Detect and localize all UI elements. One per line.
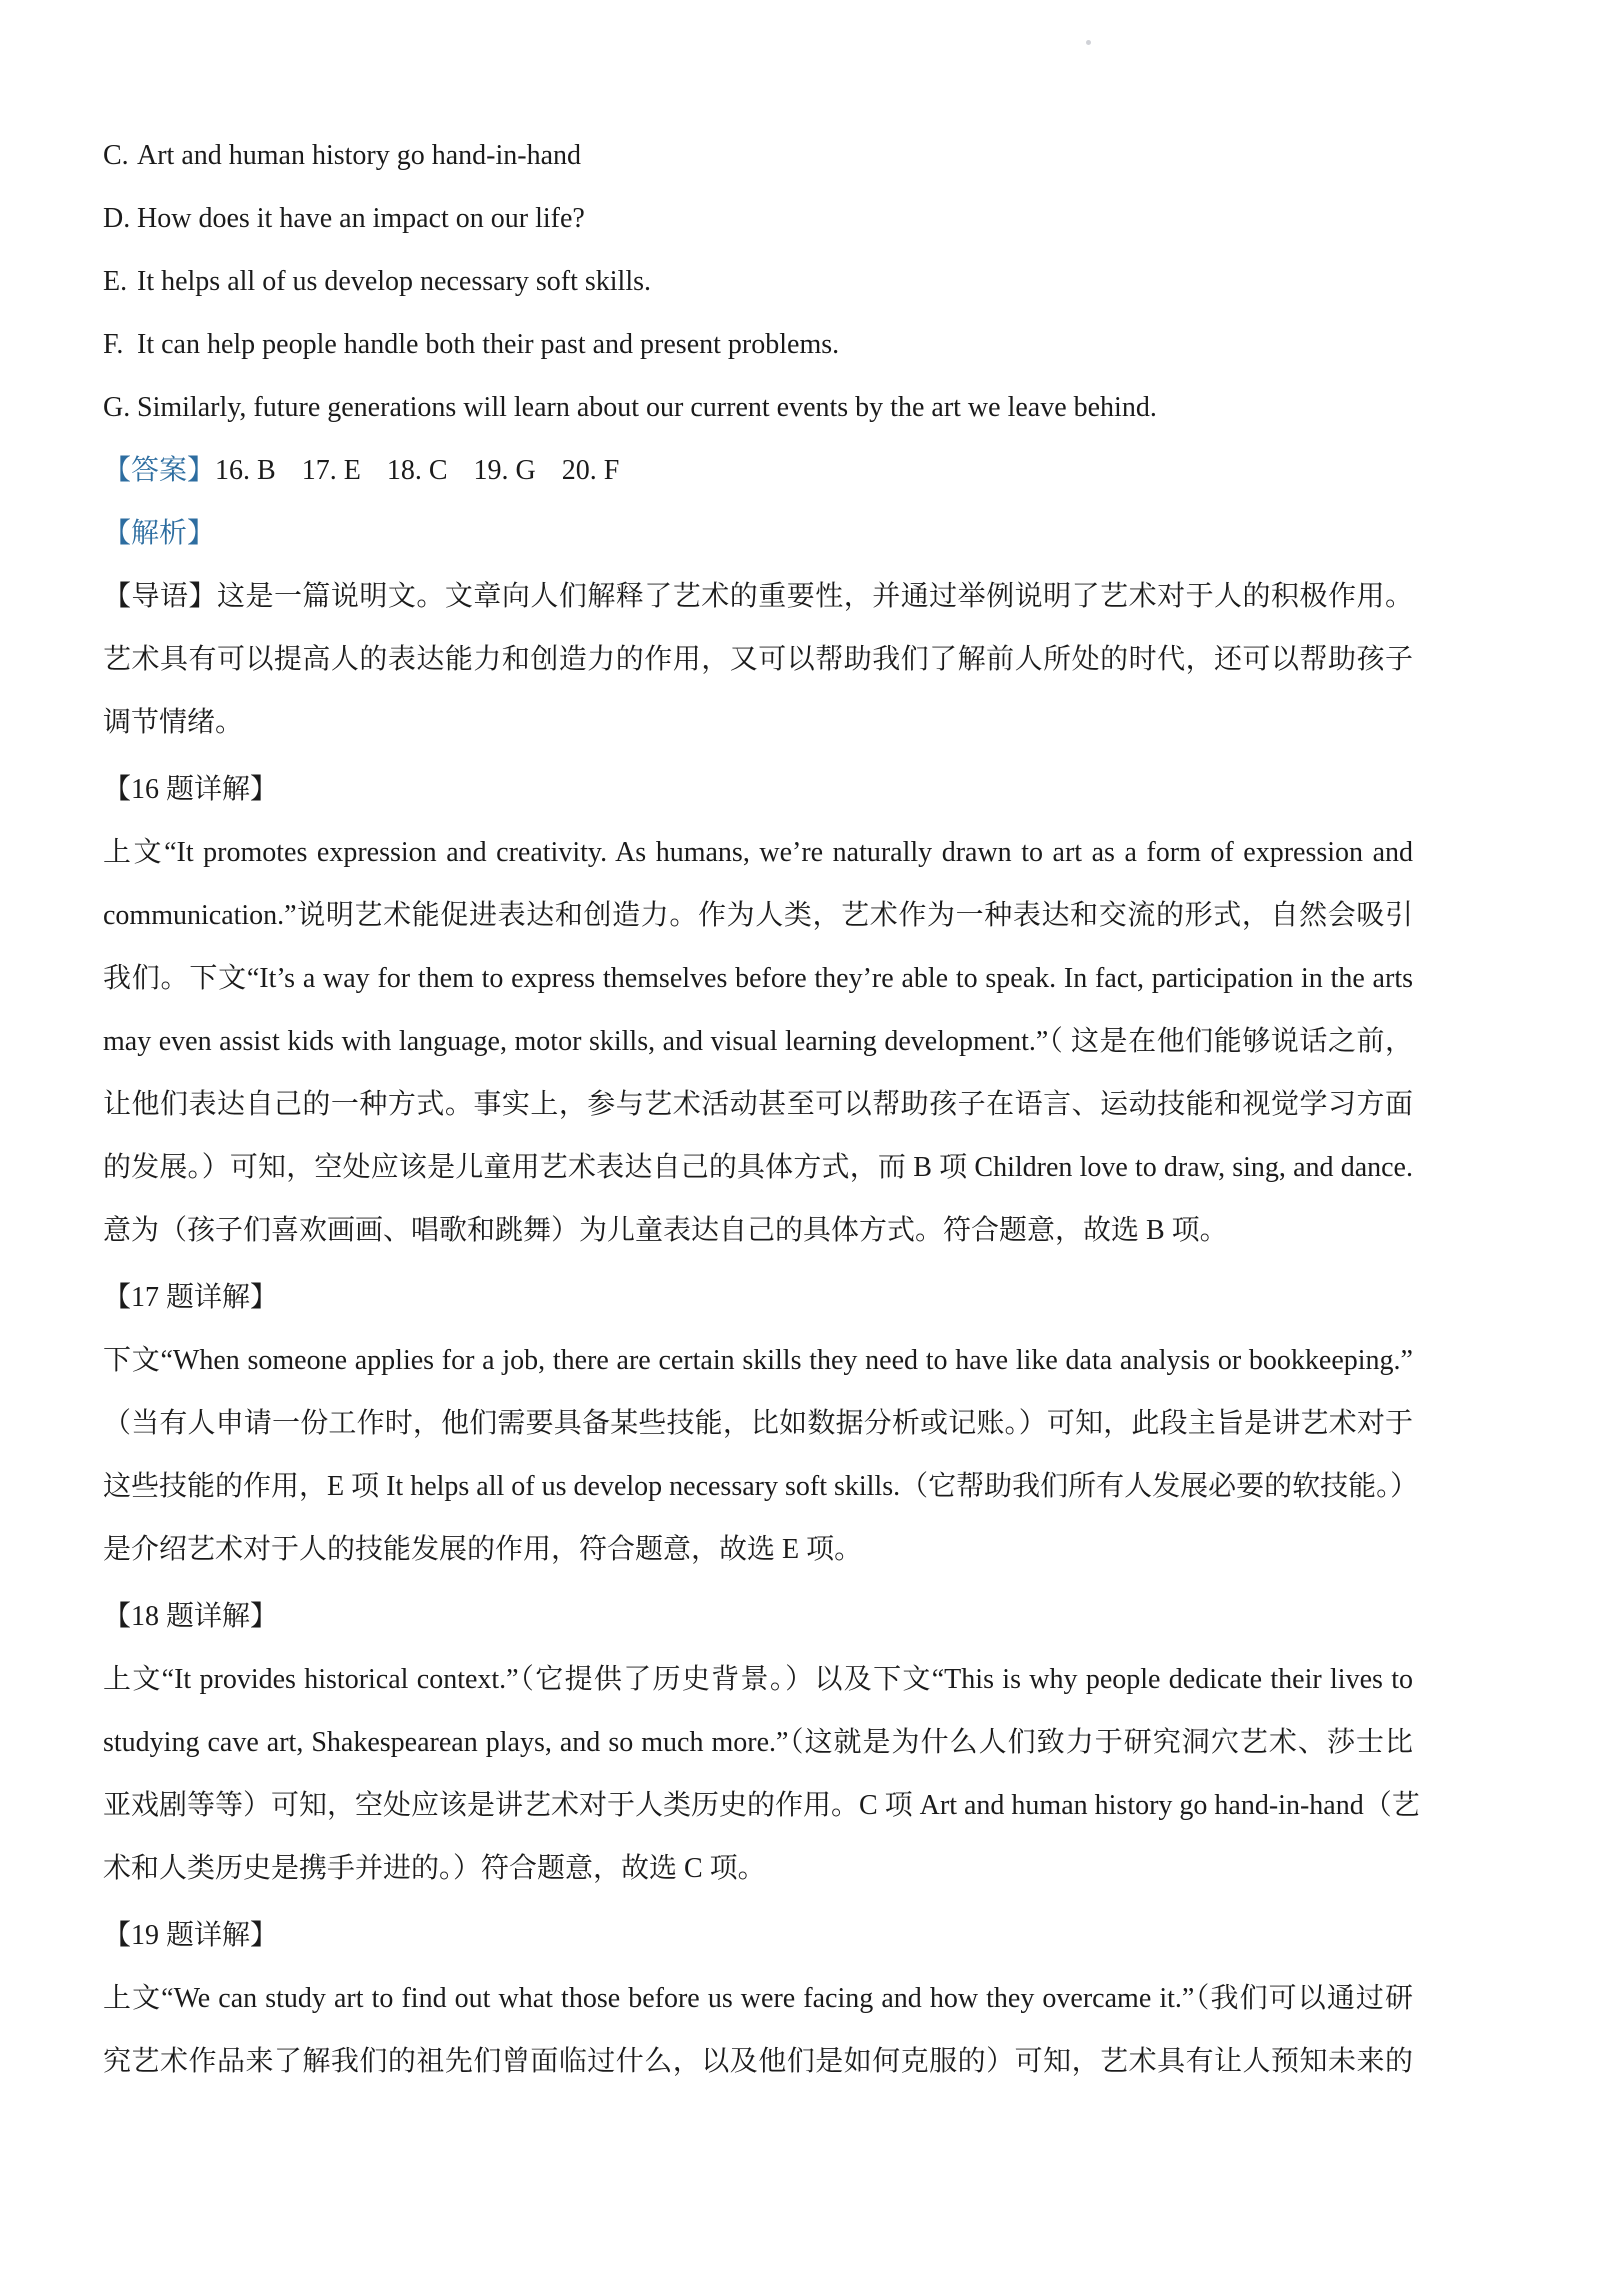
paragraph-line: 我们。下文“It’s a way for them to express themselves before they’re able to speak. In fact, participation in the arts: [103, 963, 1413, 994]
paragraph-line: 是介绍艺术对于人的技能发展的作用，符合题意，故选 E 项。: [103, 1534, 863, 1565]
intro-label: 【导语】: [103, 581, 217, 612]
option-row-e: [103, 250, 1413, 313]
answer-row: [103, 439, 1413, 502]
detail-heading: 【19 题详解】: [103, 1920, 279, 1951]
analysis-row: [103, 502, 1413, 565]
paragraph-line: studying cave art, Shakespearean plays, and so much more.”（这就是为什么人们致力于研究洞穴艺术、莎士比: [103, 1727, 1413, 1758]
option-row-c: [103, 124, 1413, 187]
detail-section-18: [103, 1585, 1420, 1900]
option-text: Art and human history go hand-in-hand: [137, 140, 582, 171]
paragraph-line: 亚戏剧等等）可知，空处应该是讲艺术对于人类历史的作用。C 项 Art and human history go hand-in-hand（艺: [103, 1790, 1420, 1821]
option-text: Similarly, future generations will learn about our current events by the art we leave behind.: [137, 392, 1157, 423]
document-content: [103, 124, 1420, 2093]
intro-paragraph: [103, 565, 1413, 754]
intro-line-text: 这是一篇说明文。文章向人们解释了艺术的重要性，并通过举例说明了艺术对于人的积极作用。: [216, 581, 1413, 612]
paragraph-line: 上文“It provides historical context.”（它提供了历史背景。）以及下文“This is why people dedicate their lives to: [103, 1664, 1413, 1695]
answer-label: 【答案】: [103, 455, 216, 486]
paragraph-line: 意为（孩子们喜欢画画、唱歌和跳舞）为儿童表达自己的具体方式。符合题意，故选 B 项。: [103, 1215, 1228, 1246]
option-letter: C.: [103, 140, 129, 171]
option-row-g: [103, 376, 1413, 439]
answer-item: 20. F: [561, 455, 620, 486]
paragraph-line: may even assist kids with language, motor skills, and visual learning development.”（ 这是在他们能够说话之前，: [103, 1026, 1413, 1057]
answer-item: 17. E: [301, 455, 361, 486]
paragraph-line: 这些技能的作用，E 项 It helps all of us develop necessary soft skills.（它帮助我们所有人发展必要的软技能。）: [103, 1471, 1419, 1502]
answer-item: 18. C: [386, 455, 448, 486]
detail-heading: 【16 题详解】: [103, 774, 279, 805]
paragraph-line: [103, 565, 1413, 628]
scan-artifact-dot: [1086, 40, 1091, 45]
paragraph-line: 下文“When someone applies for a job, there are certain skills they need to have like data analysis or bookkeeping.”: [103, 1345, 1413, 1376]
option-row-f: [103, 313, 1413, 376]
paragraph-line: 术和人类历史是携手并进的。）符合题意，故选 C 项。: [103, 1853, 766, 1884]
paragraph-line: 调节情绪。: [103, 707, 244, 738]
paragraph-line: 的发展。）可知，空处应该是儿童用艺术表达自己的具体方式，而 B 项 Children love to draw, sing, and dance.: [103, 1152, 1413, 1183]
answer-item: 16. B: [215, 455, 276, 486]
paragraph-line: 上文“We can study art to find out what those before us were facing and how they overcame it.”（我们可以通过研: [103, 1983, 1413, 2014]
detail-section-17: [103, 1266, 1419, 1581]
paragraph-line: 让他们表达自己的一种方式。事实上，参与艺术活动甚至可以帮助孩子在语言、运动技能和视觉学习方面: [103, 1089, 1413, 1120]
option-text: How does it have an impact on our life?: [137, 203, 585, 234]
analysis-label: 【解析】: [103, 518, 216, 549]
detail-heading: 【17 题详解】: [103, 1282, 279, 1313]
detail-section-19: [103, 1904, 1413, 2093]
option-text: It can help people handle both their past and present problems.: [137, 329, 840, 360]
option-letter: D.: [103, 203, 131, 234]
paragraph-line: communication.”说明艺术能促进表达和创造力。作为人类，艺术作为一种表达和交流的形式，自然会吸引: [103, 900, 1413, 931]
paragraph-line: （当有人申请一份工作时，他们需要具备某些技能，比如数据分析或记账。）可知，此段主旨是讲艺术对于: [103, 1408, 1413, 1439]
option-letter: F.: [103, 329, 124, 360]
paragraph-line: 上文“It promotes expression and creativity. As humans, we’re naturally drawn to art as a form of expression and: [103, 837, 1413, 868]
option-row-d: [103, 187, 1413, 250]
option-text: It helps all of us develop necessary soft skills.: [137, 266, 652, 297]
option-letter: G.: [103, 392, 131, 423]
option-letter: E.: [103, 266, 128, 297]
answer-item: 19. G: [473, 455, 536, 486]
detail-section-16: [103, 758, 1413, 1262]
paragraph-line: 艺术具有可以提高人的表达能力和创造力的作用，又可以帮助我们了解前人所处的时代，还可以帮助孩子: [103, 644, 1413, 675]
detail-heading: 【18 题详解】: [103, 1601, 279, 1632]
paragraph-line: 究艺术作品来了解我们的祖先们曾面临过什么，以及他们是如何克服的）可知，艺术具有让人预知未来的: [103, 2046, 1413, 2077]
